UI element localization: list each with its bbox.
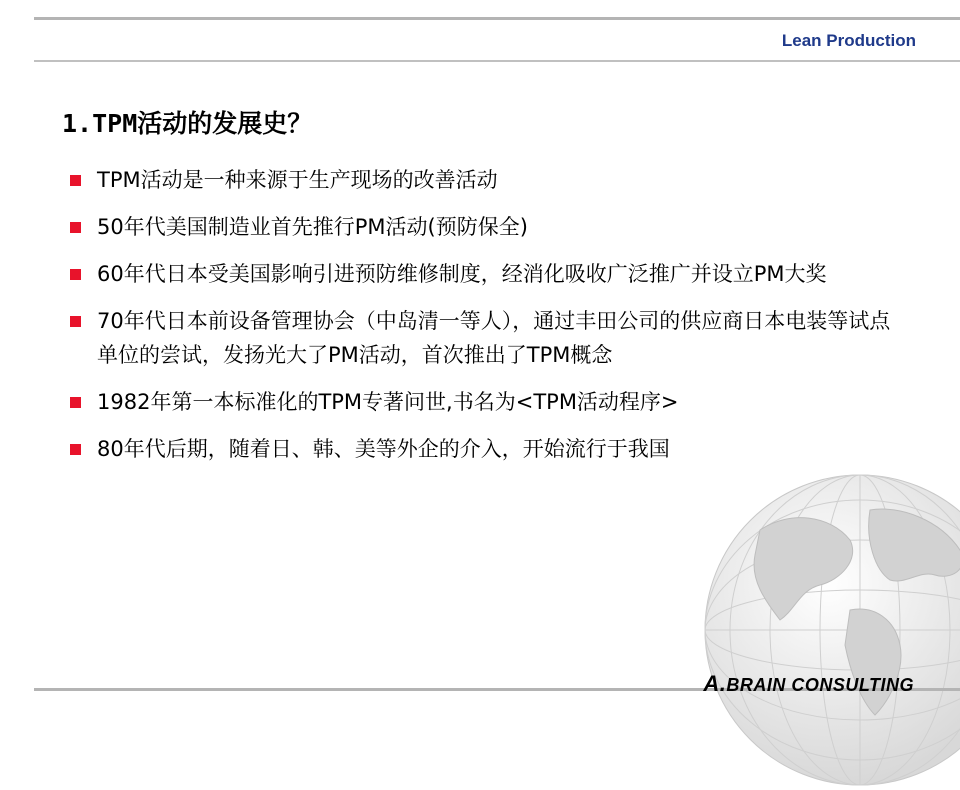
globe-icon [700, 470, 960, 790]
header-top-rule [34, 17, 960, 20]
bullet-text: 50年代美国制造业首先推行PM活动(预防保全) [97, 215, 528, 239]
red-square-icon [70, 269, 81, 280]
bullet-text: 80年代后期，随着日、韩、美等外企的介入，开始流行于我国 [97, 437, 670, 461]
list-item [70, 210, 910, 244]
logo-text: BRAIN CONSULTING [726, 675, 914, 695]
list-item [70, 163, 910, 197]
red-square-icon [70, 222, 81, 233]
red-square-icon [70, 316, 81, 327]
list-item [70, 432, 910, 466]
header-bottom-rule [34, 60, 960, 62]
red-square-icon [70, 175, 81, 186]
bullet-list [70, 163, 910, 479]
red-square-icon [70, 397, 81, 408]
red-square-icon [70, 444, 81, 455]
bullet-text: 60年代日本受美国影响引进预防维修制度，经消化吸收广泛推广并设立PM大奖 [97, 262, 827, 286]
slide-title: 1.TPM活动的发展史？ [62, 109, 313, 138]
bullet-text: 1982年第一本标准化的TPM专著问世,书名为<TPM活动程序> [97, 390, 679, 414]
list-item [70, 257, 910, 291]
company-logo [703, 671, 914, 697]
logo-initial: A. [703, 671, 727, 696]
list-item [70, 385, 910, 419]
bullet-text: 70年代日本前设备管理协会（中岛清一等人），通过丰田公司的供应商日本电装等试点单位的尝试，发扬光大了PM活动，首次推出了TPM概念 [97, 309, 891, 367]
bullet-text: TPM活动是一种来源于生产现场的改善活动 [97, 168, 498, 192]
list-item [70, 304, 910, 372]
header-label: Lean Production [781, 31, 916, 50]
